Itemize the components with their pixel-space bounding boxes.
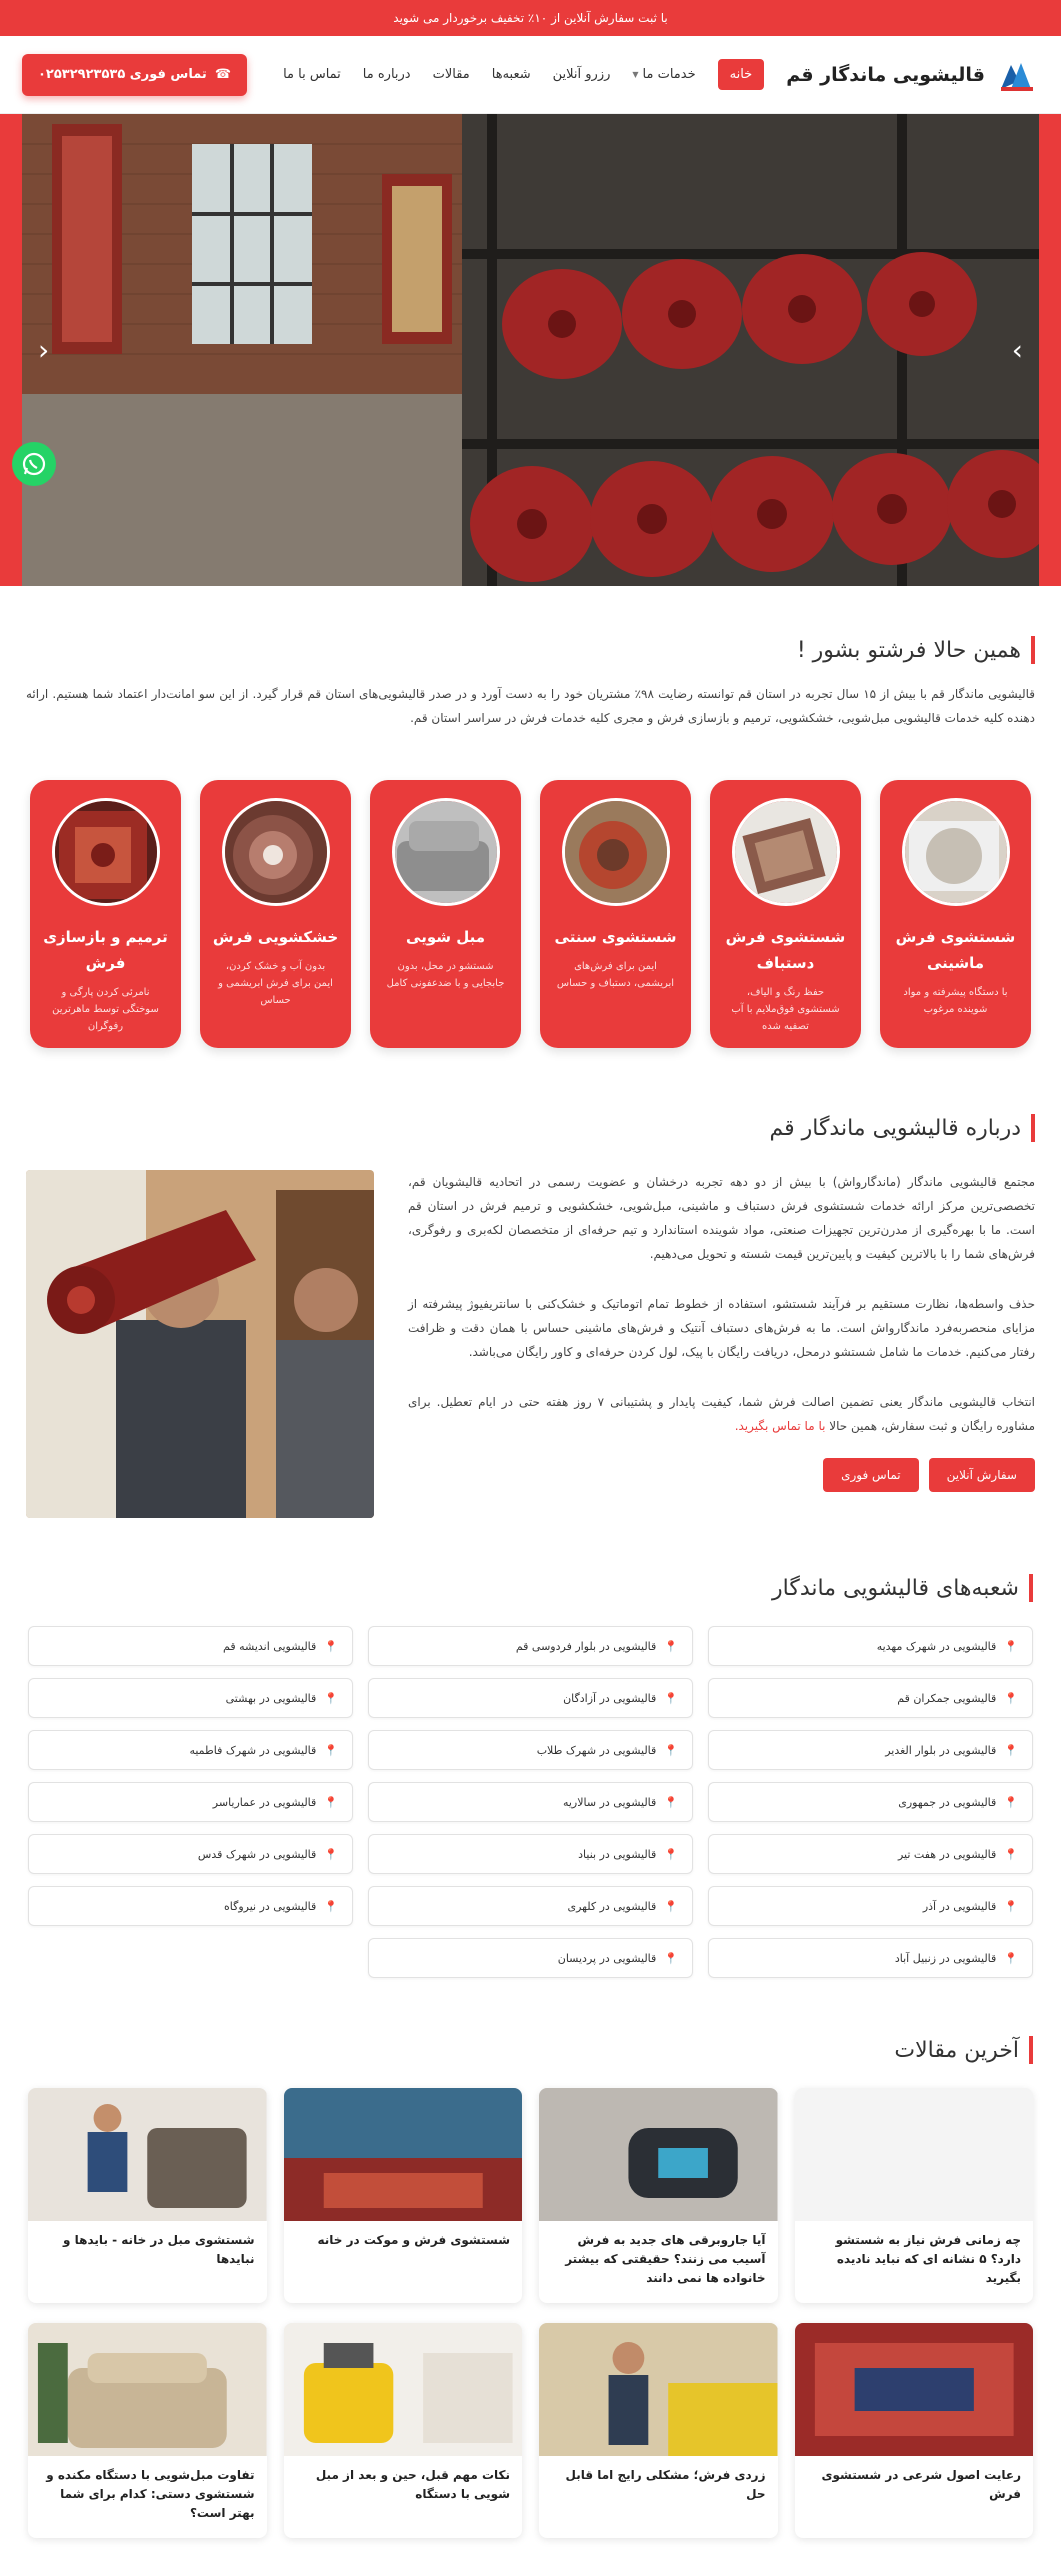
article-title: شستشوی مبل در خانه - بایدها و نبایدها — [63, 2233, 255, 2266]
article-image — [28, 2323, 267, 2456]
article-title: آیا جاروبرقی های جدید به فرش آسیب می زنند؟ حقیقتی که بیشتر خانواده ها نمی دانند — [565, 2233, 766, 2285]
branch-label: قالیشویی در آزادگان — [563, 1691, 657, 1705]
service-image — [222, 798, 330, 906]
map-pin-icon: 📍 — [1004, 1691, 1018, 1705]
article-title: چه زمانی فرش نیاز به شستشو دارد؟ ۵ نشانه ای که نباید نادیده بگیرید — [835, 2233, 1021, 2285]
urgent-call-label: تماس فوری ۰۲۵۳۲۹۲۳۵۳۵ — [38, 67, 207, 82]
article-image — [284, 2323, 523, 2456]
map-pin-icon: 📍 — [1004, 1951, 1018, 1965]
map-pin-icon: 📍 — [1004, 1743, 1018, 1757]
order-online-button[interactable]: سفارش آنلاین — [929, 1458, 1035, 1492]
service-card[interactable] — [880, 780, 1031, 1048]
branch-item[interactable] — [368, 1886, 693, 1926]
phone-icon: ☎ — [214, 67, 232, 82]
map-pin-icon: 📍 — [1004, 1899, 1018, 1913]
branch-item[interactable] — [708, 1782, 1033, 1822]
article-title: نکات مهم قبل، حین و بعد از مبل شویی با دستگاه — [315, 2468, 510, 2501]
service-desc: حفظ رنگ و الیاف، شستشوی فوق‌ملایم با آب تصفیه شده — [731, 987, 840, 1032]
branch-label: قالیشویی در سالاریه — [562, 1795, 657, 1809]
article-image — [795, 2323, 1034, 2456]
map-pin-icon: 📍 — [324, 1743, 338, 1757]
map-pin-icon: 📍 — [324, 1847, 338, 1861]
branch-label: قالیشویی در آذر — [922, 1899, 997, 1913]
service-image — [392, 798, 500, 906]
service-image — [52, 798, 160, 906]
branch-item[interactable] — [708, 1886, 1033, 1926]
service-title: شستشوی فرش دستباف — [725, 928, 846, 972]
map-pin-icon: 📍 — [664, 1795, 678, 1809]
brand-name: قالیشویی ماندگار قم — [786, 63, 985, 86]
nav-booking-label: رزرو آنلاین — [552, 67, 611, 82]
map-pin-icon: 📍 — [664, 1639, 678, 1653]
promo-text: با ثبت سفارش آنلاین از ۱۰٪ تخفیف برخوردار می شوید — [393, 11, 668, 25]
branch-item[interactable] — [28, 1834, 353, 1874]
service-title: شستشوی سنتی — [554, 928, 677, 946]
service-image — [562, 798, 670, 906]
branch-list — [28, 1626, 1033, 1978]
article-image — [284, 2088, 523, 2221]
map-pin-icon: 📍 — [664, 1951, 678, 1965]
branches-title: شعبه‌های قالیشویی ماندگار — [28, 1574, 1033, 1602]
branch-item[interactable] — [28, 1626, 353, 1666]
nav-articles[interactable] — [433, 67, 470, 82]
article-card[interactable] — [539, 2323, 778, 2538]
branch-item[interactable] — [708, 1626, 1033, 1666]
service-card[interactable] — [200, 780, 351, 1048]
map-pin-icon: 📍 — [1004, 1795, 1018, 1809]
branch-label: قالیشویی در زنبیل آباد — [894, 1951, 997, 1965]
chevron-right-icon[interactable]: › — [1011, 333, 1023, 367]
branches-section — [0, 1574, 1061, 1978]
nav-home[interactable] — [718, 59, 765, 90]
branch-item[interactable] — [368, 1730, 693, 1770]
branch-item[interactable] — [708, 1834, 1033, 1874]
nav-about[interactable] — [363, 67, 411, 82]
nav-contact-label: تماس با ما — [283, 67, 341, 82]
branch-item[interactable] — [708, 1938, 1033, 1978]
service-title: خشکشویی فرش — [212, 928, 339, 946]
about-text — [408, 1170, 1035, 1518]
site-header — [0, 36, 1061, 114]
service-desc: نامرئی کردن پارگی و سوختگی توسط ماهرترین رفوگران — [52, 987, 159, 1032]
about-paragraph-1: مجتمع قالیشویی ماندگار (ماندگارواش) با بیش از دو دهه تجربه درخشان و عضویت رسمی در اتحادیه قالیشویان قم، تخصصی‌ترین مرکز ارائه خدمات شستشوی فرش دستباف و ماشینی، مبل‌شویی، خشکشویی و ترمیم فرش در استان قم است. ما با بهره‌گیری از مدرن‌ترین تجهیزات صنعتی، مواد شوینده استاندارد و تیم حرفه‌ای از متخصصان لکه‌بری و رفوگری، فرش‌های شما را با بالاترین کیفیت و پایین‌ترین قیمت شسته و تحویل می‌دهیم. — [408, 1175, 1035, 1261]
branch-label: قالیشویی اندیشه قم — [223, 1639, 317, 1653]
map-pin-icon: 📍 — [664, 1691, 678, 1705]
whatsapp-icon[interactable] — [12, 442, 56, 486]
map-pin-icon: 📍 — [324, 1691, 338, 1705]
nav-branches[interactable] — [492, 67, 531, 82]
branch-label: قالیشویی در شهرک طلاب — [536, 1743, 657, 1757]
contact-link[interactable]: با ما تماس بگیرید. — [734, 1419, 826, 1433]
branch-label: قالیشویی در هفت تیر — [897, 1847, 997, 1861]
article-title: شستشوی فرش و موکت در خانه — [317, 2233, 510, 2247]
nav-services[interactable] — [632, 67, 695, 82]
about-paragraph-3 — [408, 1390, 1035, 1438]
urgent-contact-button[interactable]: تماس فوری — [823, 1458, 919, 1492]
branch-label: قالیشویی در بلوار الغدیر — [885, 1743, 997, 1757]
branch-item[interactable] — [368, 1626, 693, 1666]
services-row — [0, 780, 1061, 1048]
article-title: تفاوت مبل‌شویی با دستگاه مکنده و شستشوی دستی: کدام برای شما بهتر است؟ — [46, 2468, 255, 2520]
article-image — [795, 2088, 1034, 2221]
branch-label: قالیشویی جمکران قم — [897, 1691, 997, 1705]
branch-label: قالیشویی در عمارياسر — [212, 1795, 317, 1809]
about-paragraph-3-text: انتخاب قالیشویی ماندگار یعنی تضمین اصالت فرش شما، کیفیت پایدار و پشتیبانی ۷ روز هفته حتی در ایام تعطیل. برای مشاوره رایگان و ثبت سفارش، همین حالا — [408, 1395, 1035, 1433]
article-card[interactable] — [284, 2323, 523, 2538]
branch-label: قالیشویی در بهشتی — [225, 1691, 317, 1705]
service-title: شستشوی فرش ماشینی — [895, 928, 1016, 972]
nav-branches-label: شعبه‌ها — [491, 67, 531, 82]
intro-section — [0, 636, 1061, 730]
branch-label: قالیشویی در نیروگاه — [223, 1899, 317, 1913]
branch-label: قالیشویی در شهرک مهدیه — [876, 1639, 997, 1653]
nav-articles-label: مقالات — [432, 67, 470, 82]
map-pin-icon: 📍 — [324, 1795, 338, 1809]
service-desc: با دستگاه پیشرفته و مواد شوینده مرغوب — [903, 987, 1008, 1015]
article-image — [28, 2088, 267, 2221]
nav-contact[interactable] — [283, 67, 341, 82]
branch-label: قالیشویی در کلهری — [567, 1899, 657, 1913]
map-pin-icon: 📍 — [664, 1847, 678, 1861]
article-card[interactable] — [539, 2088, 778, 2303]
branch-label: قالیشویی در بلوار فردوسی قم — [515, 1639, 657, 1653]
articles-title: آخرین مقالات — [28, 2036, 1033, 2064]
hero-slide — [22, 114, 1039, 586]
article-card[interactable] — [795, 2088, 1034, 2303]
branch-item[interactable] — [368, 1834, 693, 1874]
article-card[interactable] — [28, 2323, 267, 2538]
article-card[interactable] — [284, 2088, 523, 2303]
branch-label: قالیشویی در بنیاد — [578, 1847, 657, 1861]
service-card[interactable] — [30, 780, 181, 1048]
service-title: ترمیم و بازسازی فرش — [43, 928, 168, 972]
about-section — [0, 1114, 1061, 1518]
article-title: زردی فرش؛ مشکلی رایج اما قابل حل — [565, 2468, 766, 2501]
service-card[interactable] — [540, 780, 691, 1048]
branch-label: قالیشویی در پردیسان — [557, 1951, 657, 1965]
nav-about-label: درباره ما — [362, 67, 411, 82]
map-pin-icon: 📍 — [324, 1899, 338, 1913]
map-pin-icon: 📍 — [1004, 1847, 1018, 1861]
hero-image — [22, 114, 1039, 586]
about-title: درباره قالیشویی ماندگار قم — [26, 1114, 1035, 1142]
nav-home-label: خانه — [729, 67, 753, 82]
service-image — [902, 798, 1010, 906]
hero-slider — [0, 114, 1061, 586]
service-desc: بدون آب و خشک کردن، ایمن برای فرش ابریشمی و حساس — [218, 961, 333, 1006]
branch-item[interactable] — [28, 1730, 353, 1770]
map-pin-icon: 📍 — [1004, 1639, 1018, 1653]
urgent-call-button[interactable] — [22, 54, 247, 96]
nav-services-label: خدمات ما — [642, 67, 696, 82]
branch-label: قالیشویی در جمهوری — [898, 1795, 997, 1809]
article-title: رعایت اصول شرعی در شستشوی فرش — [821, 2468, 1021, 2501]
promo-topbar — [0, 0, 1061, 36]
service-title: مبل شویی — [406, 928, 485, 946]
map-pin-icon: 📍 — [664, 1899, 678, 1913]
branch-item[interactable] — [28, 1782, 353, 1822]
nav-booking[interactable] — [553, 67, 611, 82]
service-desc: ایمن برای فرش‌های ابریشمی، دستباف و حساس — [556, 961, 675, 989]
service-card[interactable] — [710, 780, 861, 1048]
map-pin-icon: 📍 — [664, 1743, 678, 1757]
branch-label: قالیشویی در شهرک فاطمیه — [189, 1743, 317, 1757]
article-image — [539, 2088, 778, 2221]
brand-logo — [997, 55, 1037, 95]
article-list — [28, 2088, 1033, 2538]
main-nav — [283, 59, 764, 90]
branch-item[interactable] — [368, 1782, 693, 1822]
branch-item[interactable] — [28, 1678, 353, 1718]
branch-item[interactable] — [708, 1678, 1033, 1718]
intro-text: قالیشویی ماندگار قم با بیش از ۱۵ سال تجربه در استان قم توانسته رضایت ۹۸٪ مشتریان خود را به دست آورد و در صدر قالیشویی‌های استان قم قرار گیرد. از این سو امانت‌دار اعتماد شما هستیم. ارائه دهنده کلیه خدمات قالیشویی مبل‌شویی، خشکشویی، ترمیم و بازسازی فرش و مجری کلیه خدمات فرش در سراسر استان قم. — [26, 687, 1036, 725]
map-pin-icon: 📍 — [324, 1639, 338, 1653]
service-desc: شستشو در محل، بدون جابجایی و با ضدعفونی کامل — [386, 961, 505, 989]
about-image — [26, 1170, 374, 1518]
chevron-down-icon: ▼ — [632, 70, 639, 79]
intro-title: همین حالا فرشتو بشور ! — [26, 636, 1035, 664]
branch-label: قالیشویی در شهرک قدس — [197, 1847, 317, 1861]
about-paragraph-2: حذف واسطه‌ها، نظارت مستقیم بر فرآیند شستشو، استفاده از خطوط تمام اتوماتیک و خشک‌کنی با سانتریفیوژ پیشرفته از مزایای منحصربه‌فرد ماندگارواش است. ما به فرش‌های دستباف آنتیک و فرش‌های ماشینی حساس با همان دقت و ظرافت رفتار می‌کنیم. خدمات ما شامل شستشو درمحل، دریافت رایگان با پیک، لول کردن حرفه‌ای و کاور رایگان می‌باشد. — [408, 1297, 1035, 1359]
chevron-left-icon[interactable]: ‹ — [38, 333, 50, 367]
service-card[interactable] — [370, 780, 521, 1048]
article-card[interactable] — [795, 2323, 1034, 2538]
articles-section — [0, 2036, 1061, 2538]
branch-item[interactable] — [28, 1886, 353, 1926]
branch-item[interactable] — [708, 1730, 1033, 1770]
article-card[interactable] — [28, 2088, 267, 2303]
branch-item[interactable] — [368, 1938, 693, 1978]
branch-item[interactable] — [368, 1678, 693, 1718]
article-image — [539, 2323, 778, 2456]
brand[interactable] — [786, 55, 1037, 95]
service-image — [732, 798, 840, 906]
